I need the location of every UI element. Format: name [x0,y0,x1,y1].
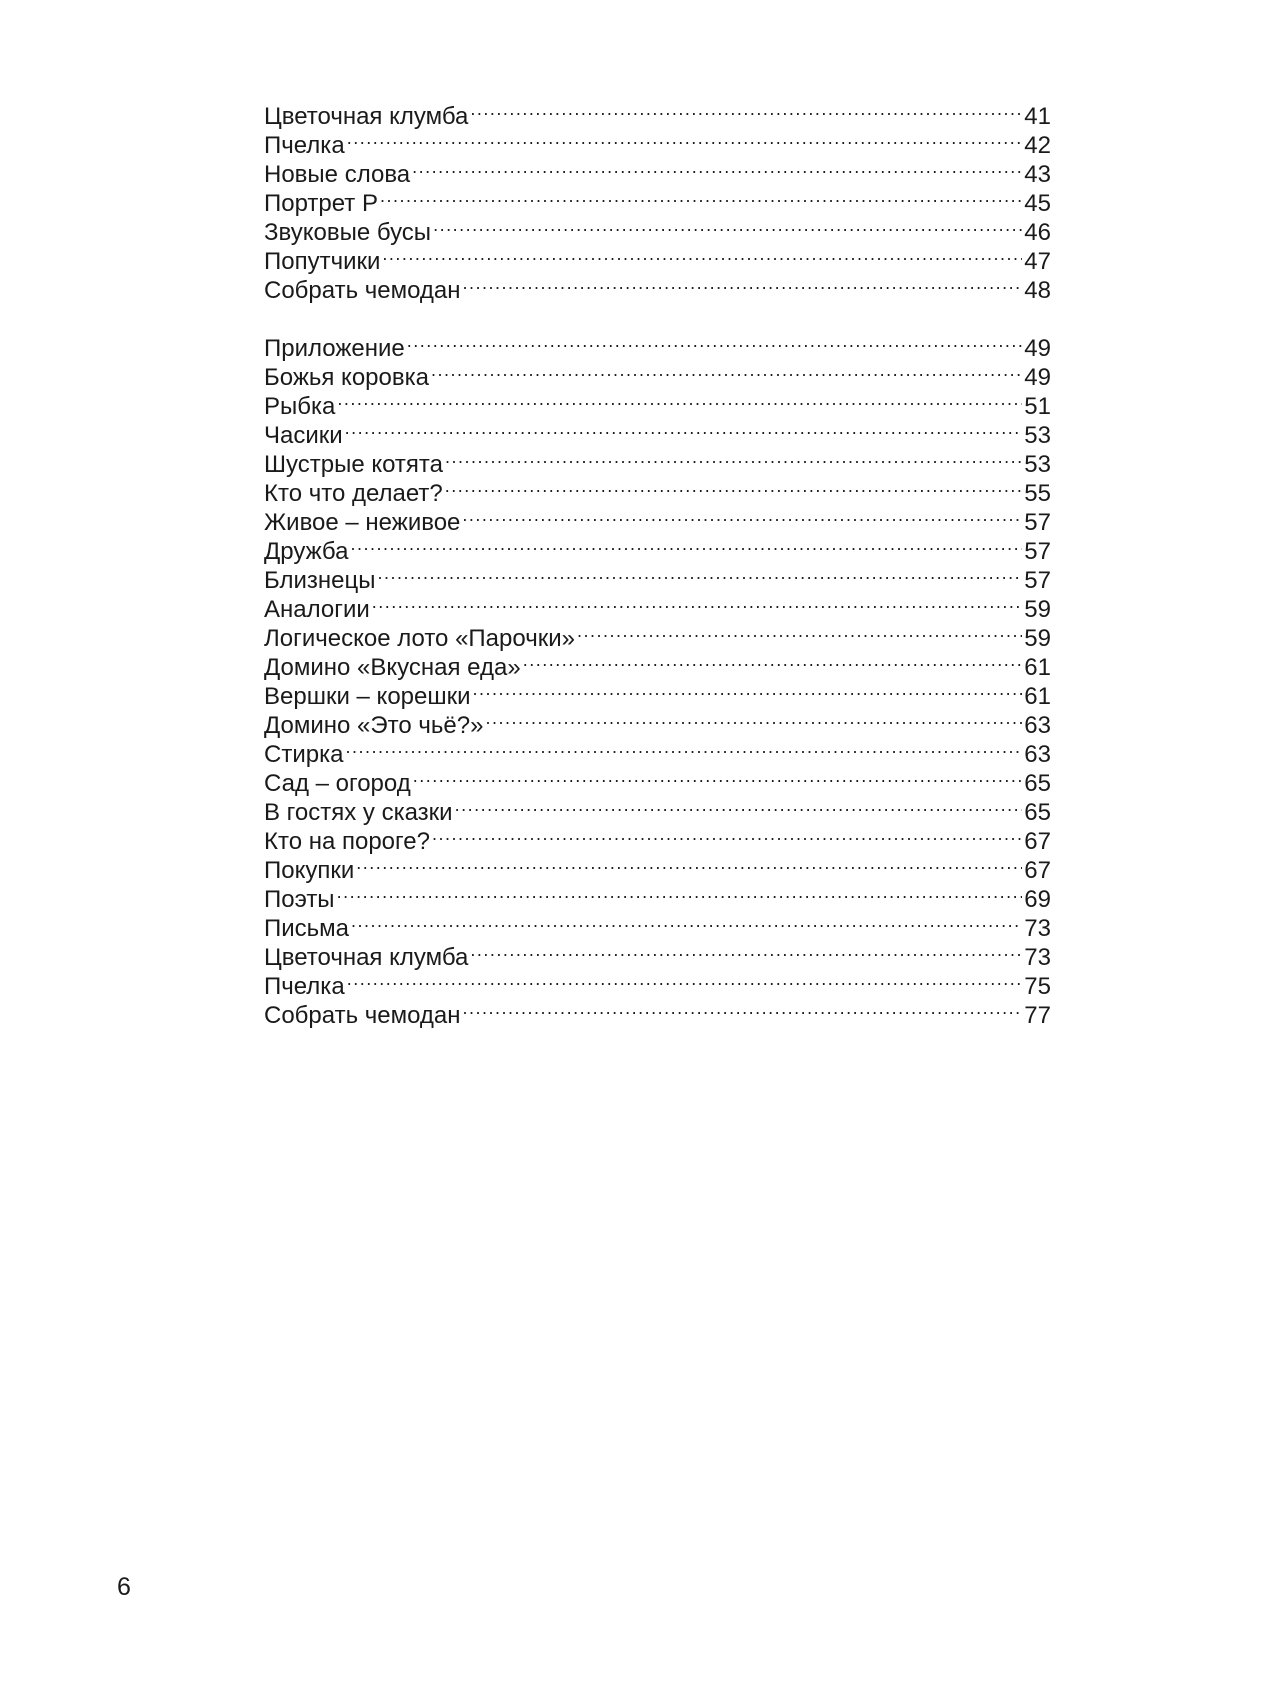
toc-entry [264,965,1051,1000]
toc-entry [264,124,1051,159]
toc-entry [264,211,1051,246]
toc-entry-page: 49 [1024,364,1051,391]
toc-entry-page: 65 [1024,770,1051,797]
toc-entry-page: 75 [1024,973,1051,1000]
toc-dot-leader [380,182,1022,211]
toc-entry-title: Звуковые бусы [264,219,432,246]
toc-entry-title: Сад – огород [264,770,411,797]
toc-dot-leader [432,820,1022,849]
page-number: 6 [117,1573,131,1601]
toc-dot-leader [473,675,1023,704]
toc-entry [264,153,1051,188]
toc-entry [264,936,1051,971]
toc-entry-title: Шустрые котята [264,451,443,478]
toc-entry-page: 53 [1024,422,1051,449]
toc-entry [264,849,1051,884]
toc-entry [264,385,1051,420]
toc-entry-title: Божья коровка [264,364,429,391]
toc-entry-page: 61 [1024,654,1051,681]
toc-dot-leader [345,733,1022,762]
toc-entry-page: 73 [1024,944,1051,971]
toc-dot-leader [372,588,1023,617]
toc-entry [264,530,1051,565]
toc-dot-leader [337,878,1023,907]
toc-entry-page: 61 [1024,683,1051,710]
toc-entry-page: 42 [1024,132,1051,159]
toc-dot-leader [337,385,1022,414]
toc-entry [264,878,1051,913]
toc-dot-leader [470,936,1022,965]
toc-entry-page: 59 [1024,596,1051,623]
toc-entry [264,95,1051,130]
toc-entry-title: Поэты [264,886,335,913]
toc-dot-leader [577,617,1022,646]
toc-entry-title: Стирка [264,741,344,768]
toc-entry-title: Домино «Это чьё?» [264,712,484,739]
toc-entry-title: Пчелка [264,973,345,1000]
toc-entry-title: Аналогии [264,596,370,623]
toc-entry-title: Дружба [264,538,349,565]
toc-dot-leader [378,559,1023,588]
toc-dot-leader [470,95,1022,124]
toc-entry-title: Приложение [264,335,405,362]
toc-dot-leader [445,472,1023,501]
toc-dot-leader [382,240,1022,269]
toc-entry-page: 48 [1024,277,1051,304]
toc-entry-page: 46 [1024,219,1051,246]
toc-entry [264,414,1051,449]
toc-entry-title: Логическое лото «Парочки» [264,625,575,652]
toc-entry-title: Домино «Вкусная еда» [264,654,521,681]
toc-dot-leader [413,762,1023,791]
toc-entry-title: Попутчики [264,248,381,275]
toc-dot-leader [345,414,1023,443]
toc-entry-title: Цветочная клумба [264,944,469,971]
toc-dot-leader [463,994,1023,1023]
toc-entry-page: 67 [1024,828,1051,855]
toc-entry-page: 57 [1024,509,1051,536]
toc-entry-title: Вершки – корешки [264,683,471,710]
toc-dot-leader [463,269,1023,298]
toc-entry-title: Живое – неживое [264,509,461,536]
toc-entry-title: Кто на пороге? [264,828,430,855]
toc-entry-page: 57 [1024,538,1051,565]
toc-entry [264,994,1051,1029]
toc-group-main [264,95,1051,304]
toc-entry-page: 57 [1024,567,1051,594]
toc-entry-page: 47 [1024,248,1051,275]
toc-entry-title: Покупки [264,857,355,884]
toc-entry [264,617,1051,652]
toc-entry-title: Пчелка [264,132,345,159]
toc-entry [264,762,1051,797]
toc-dot-leader [431,356,1022,385]
toc-group-appendix [264,327,1051,1029]
toc-entry-page: 69 [1024,886,1051,913]
toc-entry [264,327,1051,362]
toc-entry-page: 49 [1024,335,1051,362]
toc-dot-leader [523,646,1023,675]
toc-dot-leader [407,327,1023,356]
toc-entry [264,559,1051,594]
toc-entry-title: В гостях у сказки [264,799,453,826]
toc-entry-title: Портрет Р [264,190,378,217]
toc-entry [264,443,1051,478]
toc-dot-leader [485,704,1022,733]
toc-entry [264,269,1051,304]
toc-entry-title: Собрать чемодан [264,1002,461,1029]
toc-entry-page: 51 [1024,393,1051,420]
toc-entry-title: Часики [264,422,343,449]
toc-dot-leader [351,907,1022,936]
toc-entry-page: 63 [1024,741,1051,768]
toc-dot-leader [433,211,1022,240]
toc-entry [264,588,1051,623]
toc-entry-page: 73 [1024,915,1051,942]
toc-entry-title: Новые слова [264,161,411,188]
toc-entry-title: Кто что делает? [264,480,443,507]
toc-entry-page: 45 [1024,190,1051,217]
toc-entry-page: 59 [1024,625,1051,652]
toc-dot-leader [347,124,1023,153]
toc-entry [264,182,1051,217]
toc-entry-page: 41 [1024,103,1051,130]
toc-entry-title: Цветочная клумба [264,103,469,130]
toc-entry [264,733,1051,768]
toc-dot-leader [445,443,1022,472]
toc-entry-page: 53 [1024,451,1051,478]
toc-dot-leader [455,791,1023,820]
toc-entry-title: Рыбка [264,393,336,420]
toc-entry-page: 67 [1024,857,1051,884]
toc-entry-title: Письма [264,915,350,942]
toc-entry-title: Близнецы [264,567,376,594]
toc-dot-leader [412,153,1022,182]
toc-entry-page: 55 [1024,480,1051,507]
toc-entry-page: 77 [1024,1002,1051,1029]
toc-entry-page: 43 [1024,161,1051,188]
toc-entry [264,907,1051,942]
toc-entry-page: 63 [1024,712,1051,739]
toc-dot-leader [350,530,1022,559]
table-of-contents [264,95,1051,1029]
toc-dot-leader [462,501,1022,530]
toc-entry [264,240,1051,275]
toc-entry-page: 65 [1024,799,1051,826]
toc-entry-title: Собрать чемодан [264,277,461,304]
toc-dot-leader [347,965,1023,994]
toc-dot-leader [356,849,1022,878]
